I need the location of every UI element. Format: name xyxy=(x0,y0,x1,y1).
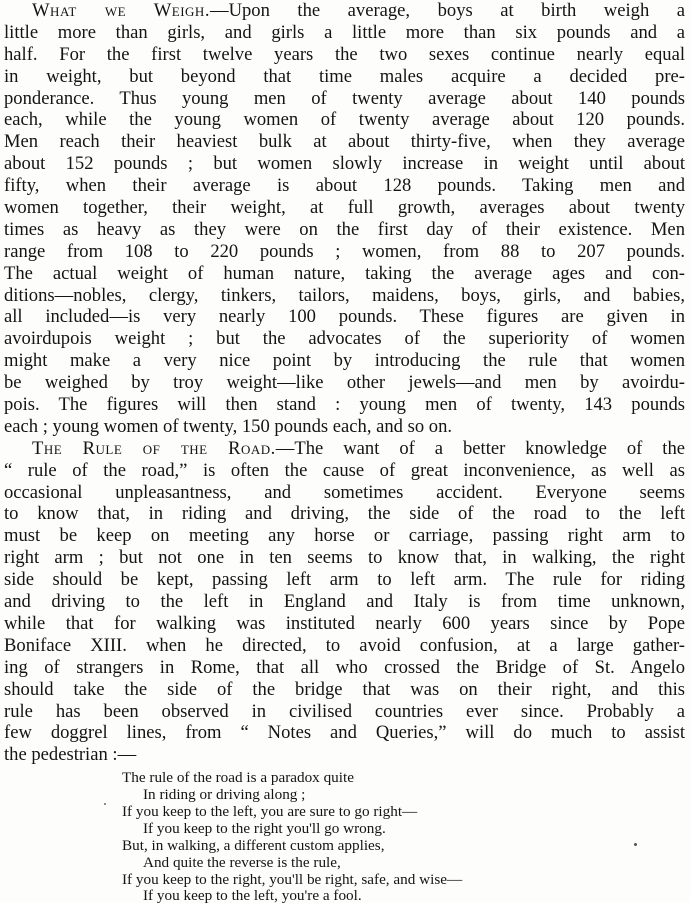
article-line: and driving to the left in England and Italy is from time unknown, xyxy=(4,591,685,613)
article-line: times as heavy as they were on the first day of their existence. Men xyxy=(4,218,685,240)
article-line: while that for walking was instituted nearly 600 years since by Pope xyxy=(4,612,685,634)
article-line: right arm ; but not one in ten seems to know that, in walking, the right xyxy=(4,547,685,569)
article-line: in weight, but beyond that time males acquire a decided pre- xyxy=(4,65,685,87)
article-line: all included—is very nearly 100 pounds. These figures are given in xyxy=(4,306,685,328)
poem-line: But, in walking, a different custom applies, xyxy=(122,836,385,854)
poem-line: And quite the reverse is the rule, xyxy=(143,853,341,871)
article-line: occasional unpleasantness, and sometimes accident. Everyone seems xyxy=(4,481,685,503)
article-line: to know that, in riding and driving, the side of the road to the left xyxy=(4,503,685,525)
article-line: women together, their weight, at full growth, averages about twenty xyxy=(4,197,685,219)
article-heading: What we Weigh. xyxy=(32,0,210,21)
article-line: little more than girls, and girls a little more than six pounds and a xyxy=(4,21,685,43)
article-line: ditions—nobles, clergy, tinkers, tailors, maidens, boys, girls, and babies, xyxy=(4,284,685,306)
poem-line: If you keep to the right, you'll be right, safe, and wise— xyxy=(122,870,463,888)
article-line: should take the side of the bridge that was on their right, and this xyxy=(4,678,685,700)
poem-line: If you keep to the left, you're a fool. xyxy=(143,887,362,905)
article-line: the pedestrian :— xyxy=(4,744,137,766)
poem xyxy=(4,770,685,905)
article-line: pois. The figures will then stand : young men of twenty, 143 pounds xyxy=(4,394,685,416)
article-line: avoirdupois weight ; but the advocates of the superiority of women xyxy=(4,328,685,350)
poem-line: In riding or driving along ; xyxy=(143,786,306,804)
article-line: Men reach their heaviest bulk at about thirty-five, when they average xyxy=(4,131,685,153)
article-line: Boniface XIII. when he directed, to avoid confusion, at a large gather- xyxy=(4,634,685,656)
article-line: ing of strangers in Rome, that all who crossed the Bridge of St. Angelo xyxy=(4,656,685,678)
article-line xyxy=(4,0,685,22)
article-line: each, while the young women of twenty average about 120 pounds. xyxy=(4,109,685,131)
article-line: rule has been observed in civilised countries ever since. Probably a xyxy=(4,700,685,722)
poem-line: If you keep to the left, you are sure to go right— xyxy=(122,802,418,820)
poem-line: The rule of the road is a paradox quite xyxy=(122,769,354,787)
article-line: The actual weight of human nature, taking the average ages and con- xyxy=(4,262,685,284)
article-line: must be keep on meeting any horse or carriage, passing right arm to xyxy=(4,525,685,547)
ink-speck xyxy=(104,803,106,805)
article-line: each ; young women of twenty, 150 pounds each, and so on. xyxy=(4,415,453,437)
article-line: about 152 pounds ; but women slowly increase in weight until about xyxy=(4,153,685,175)
article-heading: The Rule of the Road. xyxy=(32,437,276,459)
article-line: half. For the first twelve years the two sexes continue nearly equal xyxy=(4,43,685,65)
poem-line: If you keep to the right you'll go wrong. xyxy=(143,819,386,837)
article-line xyxy=(4,438,685,460)
article-line: ponderance. Thus young men of twenty average about 140 pounds xyxy=(4,87,685,109)
article-line: fifty, when their average is about 128 pounds. Taking men and xyxy=(4,175,685,197)
article-line: be weighed by troy weight—like other jewels—and men by avoirdu- xyxy=(4,372,685,394)
article-line: side should be kept, passing left arm to left arm. The rule for riding xyxy=(4,569,685,591)
article-what-we-weigh xyxy=(4,0,685,438)
article-text: —Upon the average, boys at birth weigh a xyxy=(209,0,686,21)
article-text: —The want of a better knowledge of the xyxy=(275,437,685,459)
ink-speck xyxy=(634,843,637,846)
article-line: few doggrel lines, from “ Notes and Queries,” will do much to assist xyxy=(4,722,685,744)
article-line: might make a very nice point by introducing the rule that women xyxy=(4,350,685,372)
article-rule-of-the-road xyxy=(4,438,685,766)
article-line: “ rule of the road,” is often the cause of great inconvenience, as well as xyxy=(4,459,685,481)
article-line: range from 108 to 220 pounds ; women, from 88 to 207 pounds. xyxy=(4,240,685,262)
